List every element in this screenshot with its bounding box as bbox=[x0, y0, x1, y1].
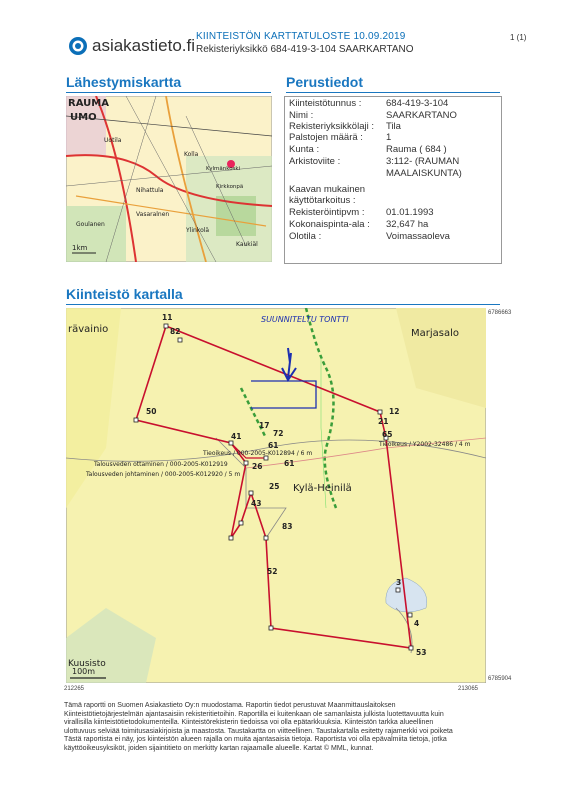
logo-text: asiakastieto.fi bbox=[92, 36, 195, 55]
info-label: Arkistoviite : bbox=[289, 156, 341, 167]
place-label: Kylä-Heinilä bbox=[293, 483, 352, 494]
boundary-point: 52 bbox=[267, 567, 278, 576]
handwritten-note: SUUNNITELTU TONTTI bbox=[261, 315, 349, 324]
info-value: Rauma ( 684 ) bbox=[386, 144, 447, 155]
map-label: Kolla bbox=[184, 151, 199, 158]
easement-label: Talousveden johtaminen / 000-2005-K012920 / 5 m bbox=[86, 471, 241, 478]
info-label: Palstojen määrä : bbox=[289, 132, 363, 143]
place-label: Marjasalo bbox=[411, 328, 460, 339]
info-value: MAALAISKUNTA) bbox=[386, 168, 462, 179]
section-divider bbox=[66, 92, 271, 93]
boundary-point: 53 bbox=[416, 648, 427, 657]
boundary-point: 72 bbox=[273, 429, 284, 438]
boundary-point: 17 bbox=[259, 421, 270, 430]
info-label: Kunta : bbox=[289, 144, 320, 155]
map-label: UMO bbox=[70, 112, 97, 123]
coordinate-label: 6785904 bbox=[488, 676, 512, 682]
info-value: Voimassaoleva bbox=[386, 231, 450, 242]
easement-label: Talousveden ottaminen / 000-2005-K012919 bbox=[94, 461, 228, 468]
map-label: Kirkkonpä bbox=[216, 184, 244, 190]
map-label: Kylmänkoski bbox=[206, 166, 241, 172]
info-label: Kaavan mukainen bbox=[289, 184, 366, 195]
section-divider bbox=[286, 92, 500, 93]
coordinate-label: 212265 bbox=[64, 686, 85, 692]
disclaimer-line: käyttöoikeusyksiköt, joiden sijaintitieto on merkitty kartan rajaamalle alueelle. Kartat © MML, kunnat. bbox=[64, 744, 374, 752]
info-label: Rekisteröintipvm : bbox=[289, 207, 365, 218]
boundary-point: 21 bbox=[378, 417, 389, 426]
info-label: Olotila : bbox=[289, 231, 322, 242]
section-title-property-map: Kiinteistö kartalla bbox=[66, 286, 183, 302]
info-label: käyttötarkoitus : bbox=[289, 195, 356, 206]
property-map bbox=[66, 308, 486, 683]
info-value: 32,647 ha bbox=[386, 219, 429, 230]
info-value: Tila bbox=[386, 121, 401, 132]
scale-label: 1km bbox=[72, 244, 88, 252]
document-title: KIINTEISTÖN KARTTATULOSTE 10.09.2019 bbox=[196, 31, 406, 42]
map-label: Vasaralnen bbox=[136, 211, 170, 218]
map-label: Uotila bbox=[104, 137, 122, 144]
info-value: 01.01.1993 bbox=[386, 207, 434, 218]
disclaimer-line: virallisilla kiinteistötietodokumenteilla. Kiinteistörekisterin tiedoissa voi olla epätarkkuuksia. Kiinteistön tarkka alueellinen bbox=[64, 719, 434, 727]
page-number: 1 (1) bbox=[510, 33, 527, 42]
boundary-point: 82 bbox=[170, 327, 181, 336]
section-title-basic-info: Perustiedot bbox=[286, 74, 364, 90]
boundary-point: 50 bbox=[146, 407, 157, 416]
document-subtitle: Rekisteriyksikkö 684-419-3-104 SAARKARTANO bbox=[196, 44, 414, 55]
boundary-point: 26 bbox=[252, 462, 263, 471]
disclaimer-line: Kiinteistötietojärjestelmän ajantasaisiin rekisteritietoihin. Raportilla ei kuitenkaan ole samanlaista julkista luotettavuutta kuin bbox=[64, 710, 444, 718]
map-label: RAUMA bbox=[68, 98, 109, 109]
info-label: Kokonaispinta-ala : bbox=[289, 219, 370, 230]
boundary-point: 43 bbox=[251, 499, 262, 508]
boundary-point: 61 bbox=[284, 459, 295, 468]
coordinate-label: 6786663 bbox=[488, 310, 512, 316]
coordinate-label: 213065 bbox=[458, 686, 479, 692]
info-value: SAARKARTANO bbox=[386, 110, 457, 121]
place-label: rävainio bbox=[68, 324, 109, 335]
section-divider bbox=[66, 304, 500, 305]
info-label: Nimi : bbox=[289, 110, 314, 121]
disclaimer-line: ulottuvuus selviää toimitusasiakirjoista ja maastosta. Taustakartta on viitteellinen. Taustakartalla esitetty rajamerkki voi poiketa bbox=[64, 727, 453, 735]
map-label: Nihattula bbox=[136, 187, 164, 194]
boundary-point: 83 bbox=[282, 522, 293, 531]
section-title-proximity: Lähestymiskartta bbox=[66, 74, 182, 90]
disclaimer-text bbox=[64, 702, 504, 754]
info-value: 684-419-3-104 bbox=[386, 98, 449, 109]
map-label: Ylinkolä bbox=[186, 227, 210, 234]
boundary-point: 12 bbox=[389, 407, 400, 416]
map-label: Kaukiäl bbox=[236, 241, 258, 248]
boundary-point: 3 bbox=[396, 578, 402, 587]
map-label: Goulanen bbox=[76, 221, 105, 228]
asiakastieto-logo-icon bbox=[68, 36, 88, 56]
boundary-point: 65 bbox=[382, 430, 393, 439]
easement-label: Tieoikeus / 000-2005-K012894 / 6 m bbox=[203, 450, 313, 457]
boundary-point: 25 bbox=[269, 482, 280, 491]
boundary-point: 11 bbox=[162, 313, 173, 322]
info-label: Rekisteriyksikkölaji : bbox=[289, 121, 374, 132]
proximity-map bbox=[66, 96, 272, 262]
boundary-point: 61 bbox=[268, 441, 279, 450]
disclaimer-line: Tästä raportista ei näy, jos kiinteistön alueen rajalla on muita ajantasaisia tietoja. Raportista voi olla epävalmiita tietoja, jotka bbox=[64, 736, 447, 744]
boundary-point: 4 bbox=[414, 619, 420, 628]
info-label: Kiinteistötunnus : bbox=[289, 98, 362, 109]
scale-label: 100m bbox=[72, 667, 96, 676]
boundary-point: 41 bbox=[231, 432, 242, 441]
info-value: 3:112- (RAUMAN bbox=[386, 156, 460, 167]
easement-label: Tieoikeus / Y2002-32486 / 4 m bbox=[379, 441, 471, 448]
disclaimer-line: Tämä raportti on Suomen Asiakastieto Oy:n muodostama. Raportin tiedot perustuvat Maanmittauslaitoksen bbox=[64, 702, 396, 709]
place-label: Kuusisto bbox=[68, 659, 106, 669]
info-value: 1 bbox=[386, 132, 392, 143]
